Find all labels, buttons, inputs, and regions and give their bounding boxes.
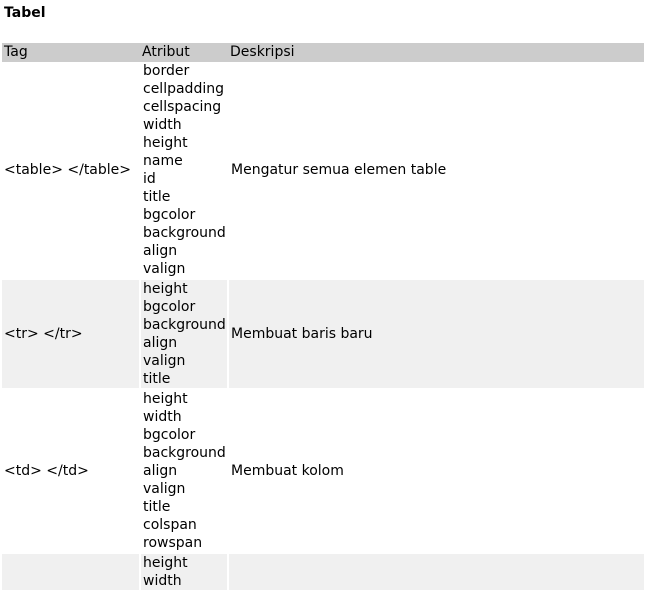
attribute-item: height <box>143 391 188 407</box>
table-body <box>2 62 644 590</box>
page-title: Tabel <box>4 5 46 21</box>
attribute-item: height <box>143 135 188 151</box>
attribute-item: valign <box>143 481 186 497</box>
attribute-item: name <box>143 153 183 169</box>
attribute-item: background <box>143 317 226 333</box>
tag-cell: <table> </table> <box>4 162 132 178</box>
description-cell: Membuat kolom <box>228 389 644 553</box>
description-cell: Membuat baris baru <box>228 279 644 389</box>
attribute-item: id <box>143 171 156 187</box>
column-header-deskripsi: Deskripsi <box>228 43 644 62</box>
attribute-item: background <box>143 225 226 241</box>
attribute-cell <box>140 279 228 389</box>
attribute-item: title <box>143 371 171 387</box>
attribute-item: width <box>143 117 182 133</box>
column-header-tag: Tag <box>2 43 140 62</box>
attribute-list <box>143 280 227 388</box>
attribute-item: valign <box>143 353 186 369</box>
attribute-item: border <box>143 63 190 79</box>
description-cell <box>228 553 644 590</box>
attribute-item: bgcolor <box>143 299 196 315</box>
tag-table <box>2 43 644 590</box>
table-row <box>2 553 644 590</box>
tag-cell <box>2 553 140 590</box>
attribute-item: background <box>143 445 226 461</box>
tag-cell: <tr> </tr> <box>2 279 140 389</box>
attribute-item: width <box>143 409 182 425</box>
table-row <box>2 389 644 553</box>
tag-cell: <td> </td> <box>2 389 140 553</box>
attribute-item: height <box>143 281 188 297</box>
attribute-item: bgcolor <box>143 427 196 443</box>
attribute-item: valign <box>143 261 186 277</box>
description-cell: Mengatur semua elemen table <box>228 62 644 279</box>
attribute-cell <box>140 389 228 553</box>
attribute-list <box>143 554 227 590</box>
table-header-row <box>2 43 644 62</box>
attribute-item: title <box>143 499 171 515</box>
attribute-list <box>143 390 227 552</box>
attribute-item: rowspan <box>143 535 203 551</box>
attribute-item: align <box>143 243 178 259</box>
attribute-item: colspan <box>143 517 197 533</box>
attribute-item: cellspacing <box>143 99 222 115</box>
attribute-item: align <box>143 463 178 479</box>
attribute-item: height <box>143 555 188 571</box>
attribute-item: bgcolor <box>143 207 196 223</box>
column-header-atribut: Atribut <box>140 43 228 62</box>
table-row <box>2 279 644 389</box>
attribute-list <box>143 62 227 278</box>
attribute-item: align <box>143 335 178 351</box>
attribute-item: cellpadding <box>143 81 224 97</box>
table-row <box>2 62 644 279</box>
attribute-cell <box>140 62 228 279</box>
attribute-item: width <box>143 573 182 589</box>
attribute-item: title <box>143 189 171 205</box>
attribute-cell <box>140 553 228 590</box>
